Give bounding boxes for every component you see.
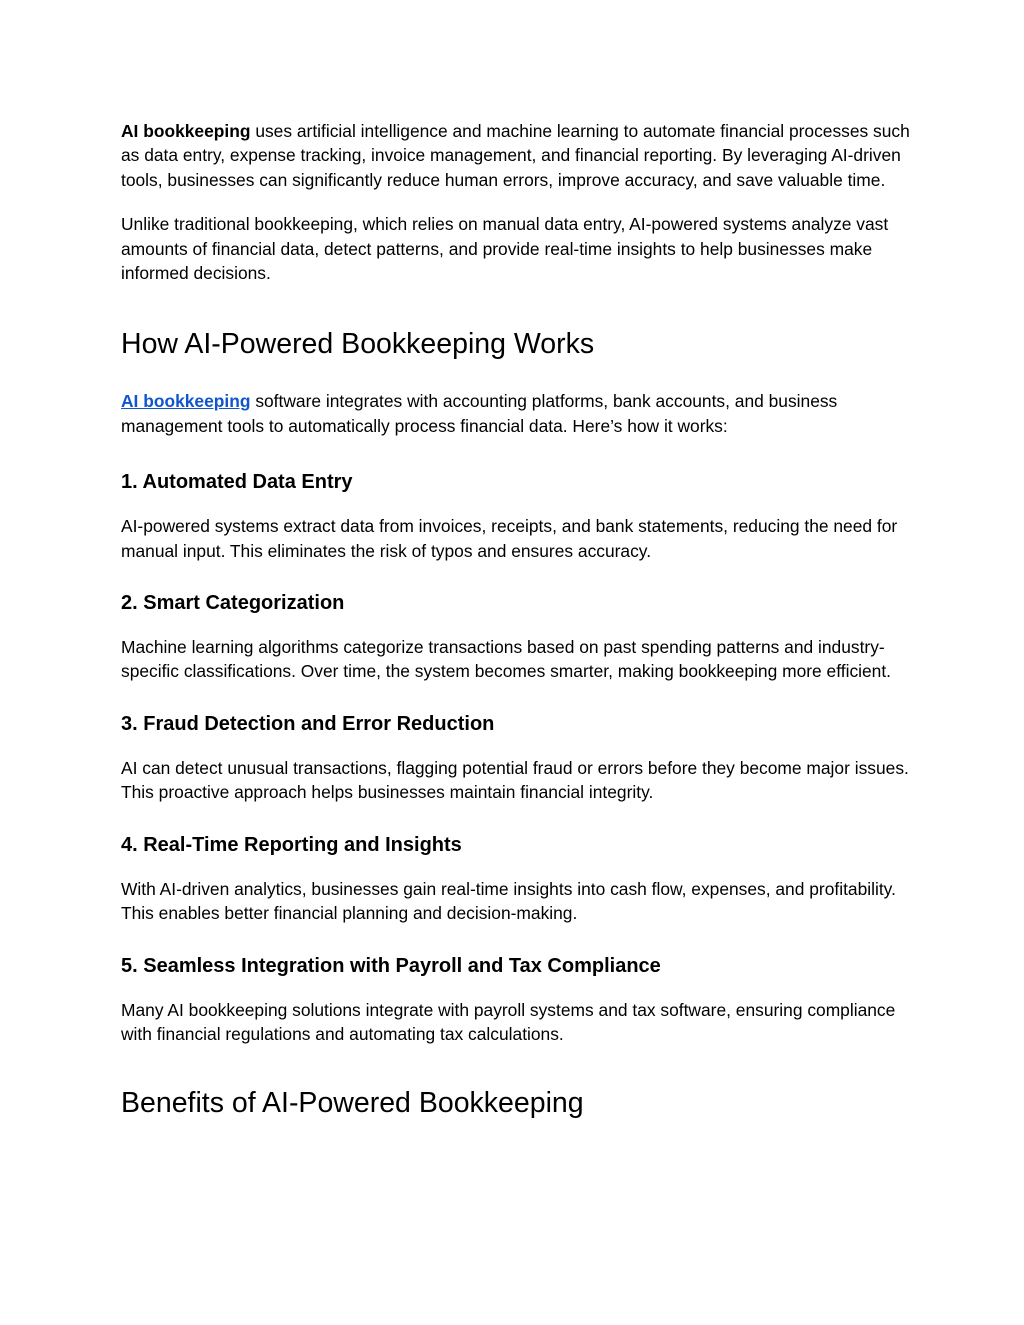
how-it-works-intro-text: software integrates with accounting platforms, bank accounts, and business management tools to automatically process financial data. Here’s how it works: [121, 391, 838, 436]
step-heading: 4. Real-Time Reporting and Insights [121, 833, 462, 856]
how-it-works-intro [121, 389, 911, 438]
how-it-works-heading: How AI-Powered Bookkeeping Works [121, 328, 595, 361]
step-section [121, 831, 911, 926]
ai-bookkeeping-link[interactable]: AI bookkeeping [121, 391, 251, 412]
step-body: AI can detect unusual transactions, flagging potential fraud or errors before they become major issues. This proactive approach helps businesses maintain financial integrity. [121, 757, 909, 803]
step-section [121, 952, 911, 1047]
intro-paragraph-1-text: uses artificial intelligence and machine learning to automate financial processes such as data entry, expense tracking, invoice management, and financial reporting. By leveraging AI-driven tools, businesses can significantly reduce human errors, improve accuracy, and save valuable time. [121, 121, 910, 190]
step-body: AI-powered systems extract data from invoices, receipts, and bank statements, reducing the need for manual input. This eliminates the risk of typos and ensures accuracy. [121, 516, 898, 561]
step-body: With AI-driven analytics, businesses gain real-time insights into cash flow, expenses, and profitability. This enables better financial planning and decision-making. [121, 878, 896, 924]
step-heading: 3. Fraud Detection and Error Reduction [121, 712, 495, 735]
step-body: Machine learning algorithms categorize transactions based on past spending patterns and industry-specific classifications. Over time, the system becomes smarter, making bookkeeping more efficient. [121, 637, 892, 682]
step-section [121, 468, 911, 563]
intro-paragraph-1 [121, 119, 911, 192]
step-section [121, 589, 911, 684]
intro-bold-term: AI bookkeeping [121, 121, 251, 141]
benefits-heading: Benefits of AI-Powered Bookkeeping [121, 1087, 584, 1120]
step-heading: 5. Seamless Integration with Payroll and Tax Compliance [121, 954, 661, 977]
step-section [121, 710, 911, 805]
intro-paragraph-2: Unlike traditional bookkeeping, which relies on manual data entry, AI-powered systems analyze vast amounts of financial data, detect patterns, and provide real-time insights to help businesses make informed decisions. [121, 214, 889, 284]
step-body: Many AI bookkeeping solutions integrate with payroll systems and tax software, ensuring compliance with financial regulations and automating tax calculations. [121, 999, 896, 1044]
step-heading: 1. Automated Data Entry [121, 471, 353, 494]
document-page [121, 119, 911, 1120]
step-heading: 2. Smart Categorization [121, 592, 345, 615]
